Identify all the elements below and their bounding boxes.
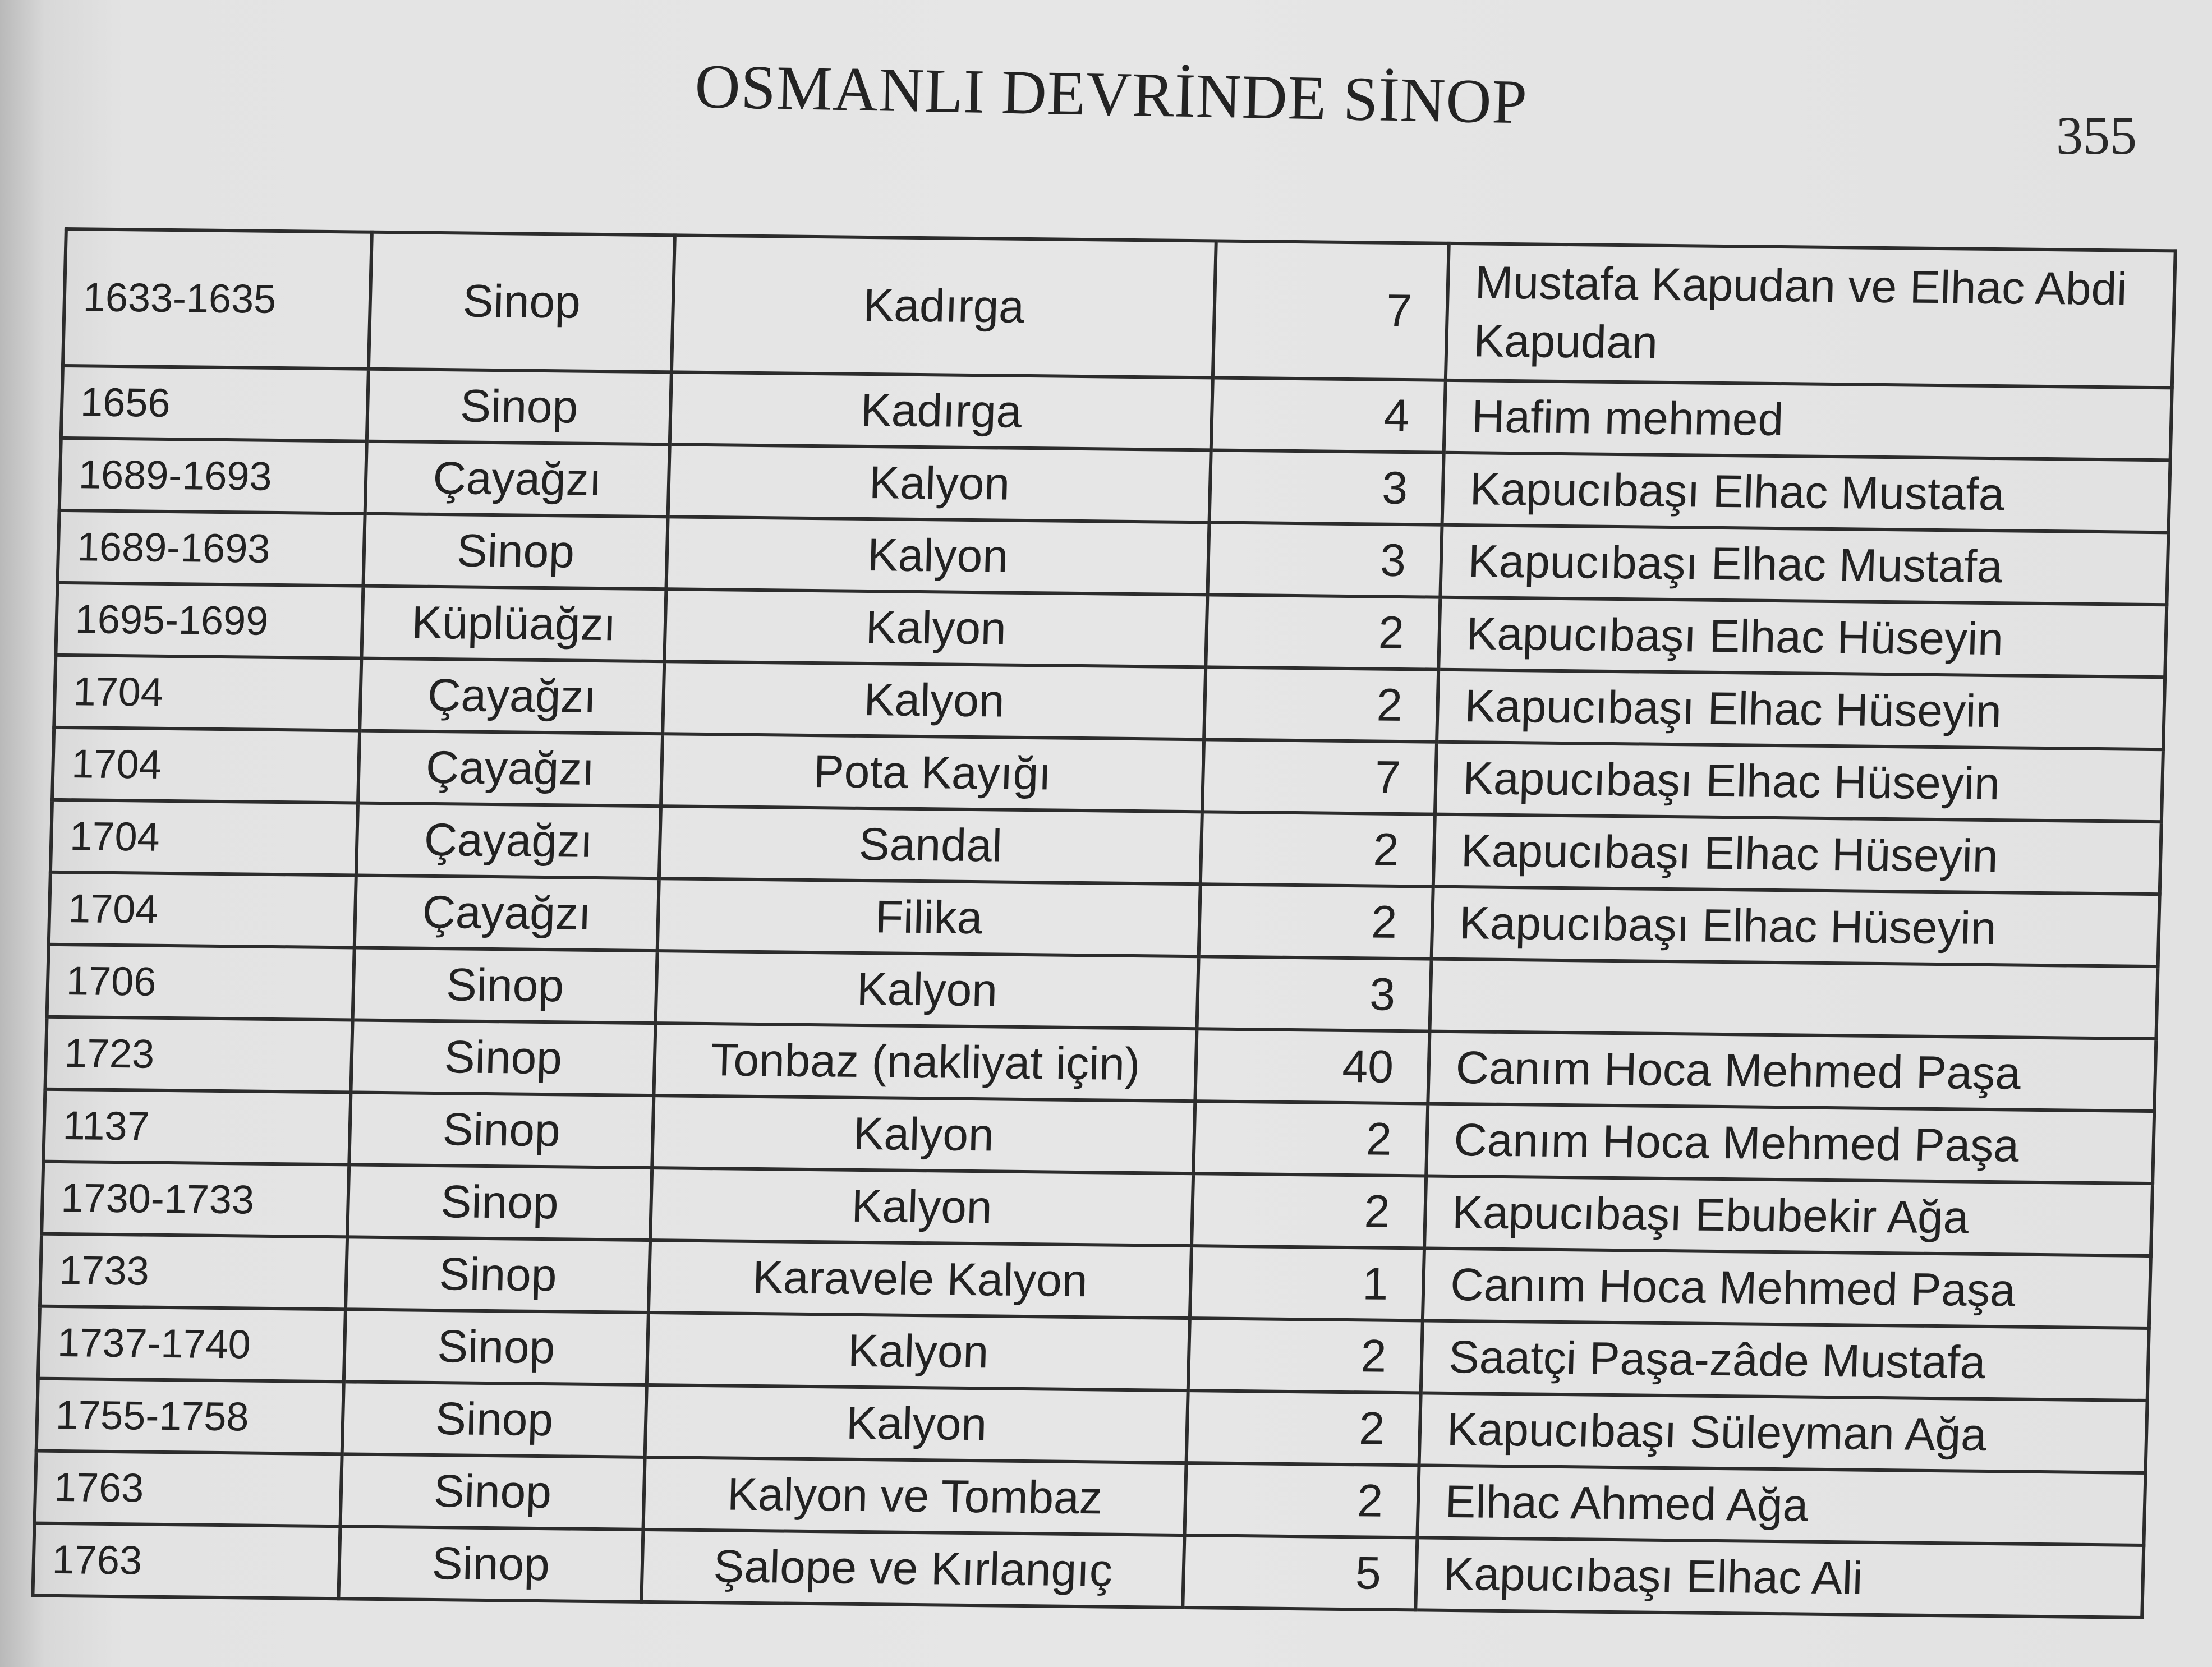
place-cell: Sinop: [347, 1164, 652, 1240]
count-cell: 2: [1193, 1101, 1428, 1176]
place-cell: Sinop: [346, 1237, 650, 1313]
commissioner-cell: Canım Hoca Mehmed Paşa: [1423, 1248, 2151, 1328]
year-cell: 1704: [54, 655, 361, 731]
count-cell: 2: [1199, 884, 1433, 959]
count-cell: 2: [1184, 1463, 1419, 1537]
commissioner-cell: Kapucıbaşı Elhac Hüseyin: [1437, 670, 2165, 750]
count-cell: 2: [1204, 667, 1438, 742]
commissioner-cell: Kapucıbaşı Elhac Hüseyin: [1433, 814, 2162, 895]
count-cell: 7: [1213, 241, 1449, 380]
place-cell: Çayağzı: [360, 658, 664, 734]
commissioner-cell: Canım Hoca Mehmed Paşa: [1426, 1104, 2154, 1184]
ship-type-cell: Kadırga: [672, 235, 1216, 377]
place-cell: Sinop: [351, 1020, 655, 1095]
count-cell: 5: [1183, 1535, 1417, 1610]
year-cell: 1723: [45, 1017, 352, 1093]
ship-type-cell: Kalyon: [645, 1385, 1188, 1463]
page-number: 355: [2056, 105, 2137, 165]
commissioner-cell: Mustafa Kapudan ve Elhac Abdi Kapudan: [1446, 243, 2176, 388]
year-cell: 1706: [47, 945, 355, 1020]
year-cell: 1137: [43, 1089, 351, 1165]
year-cell: 1695-1699: [56, 583, 363, 658]
place-cell: Çayağzı: [358, 731, 663, 807]
place-cell: Küplüağzı: [361, 586, 666, 662]
ship-type-cell: Filika: [657, 878, 1201, 956]
count-cell: 2: [1201, 812, 1435, 886]
count-cell: 2: [1188, 1318, 1423, 1393]
ship-type-cell: Kalyon: [663, 661, 1206, 739]
ship-type-cell: Sandal: [659, 806, 1202, 884]
ship-type-cell: Kalyon: [666, 517, 1209, 595]
year-cell: 1704: [50, 800, 358, 876]
commissioner-cell: Elhac Ahmed Ağa: [1417, 1465, 2145, 1545]
count-cell: 2: [1192, 1173, 1426, 1248]
count-cell: 7: [1202, 739, 1437, 814]
year-cell: 1737-1740: [38, 1306, 346, 1382]
count-cell: 2: [1187, 1390, 1421, 1465]
count-cell: 1: [1190, 1246, 1424, 1320]
commissioner-cell: Kapucıbaşı Elhac Mustafa: [1442, 453, 2170, 533]
year-cell: 1755-1758: [36, 1379, 344, 1454]
year-cell: 1704: [52, 727, 360, 803]
count-cell: 3: [1210, 450, 1444, 524]
commissioner-cell: Kapucıbaşı Elhac Hüseyin: [1435, 742, 2163, 822]
year-cell: 1733: [40, 1234, 347, 1310]
place-cell: Sinop: [369, 232, 675, 372]
year-cell: 1689-1693: [59, 438, 367, 514]
year-cell: 1763: [35, 1451, 342, 1527]
year-cell: 1656: [61, 366, 369, 441]
place-cell: Sinop: [341, 1454, 645, 1530]
commissioner-cell: Kapucıbaşı Elhac Hüseyin: [1432, 887, 2160, 967]
commissioner-cell: Kapucıbaşı Süleyman Ağa: [1419, 1393, 2147, 1473]
ship-type-cell: Şalope ve Kırlangıç: [641, 1530, 1184, 1608]
ship-type-cell: Tonbaz (nakliyat için): [654, 1023, 1197, 1101]
ship-type-cell: Kalyon: [650, 1168, 1193, 1246]
ship-type-cell: Kalyon ve Tombaz: [643, 1457, 1186, 1535]
place-cell: Çayağzı: [355, 876, 659, 951]
ship-type-cell: Kalyon: [664, 589, 1207, 667]
place-cell: Sinop: [349, 1092, 654, 1168]
ship-type-cell: Kalyon: [652, 1095, 1195, 1173]
ship-type-cell: Kalyon: [656, 951, 1199, 1029]
place-cell: Sinop: [363, 514, 668, 590]
year-cell: 1763: [33, 1523, 340, 1599]
place-cell: Sinop: [342, 1382, 647, 1457]
ship-type-cell: Kalyon: [668, 444, 1211, 522]
year-cell: 1633-1635: [63, 229, 372, 369]
commissioner-cell: Saatçi Paşa-zâde Mustafa: [1421, 1320, 2149, 1401]
count-cell: 40: [1195, 1029, 1429, 1103]
commissioner-cell: [1429, 959, 2158, 1039]
ship-type-cell: Kalyon: [647, 1313, 1190, 1390]
count-cell: 3: [1207, 522, 1442, 597]
place-cell: Sinop: [344, 1309, 649, 1385]
count-cell: 2: [1206, 595, 1440, 669]
running-head: OSMANLI DEVRİNDE SİNOP: [694, 51, 1528, 137]
place-cell: Sinop: [353, 947, 657, 1023]
commissioner-cell: Hafim mehmed: [1444, 380, 2172, 461]
year-cell: 1704: [49, 872, 356, 948]
place-cell: Sinop: [367, 369, 672, 445]
shipbuilding-table-wrapper: [31, 227, 2173, 1619]
place-cell: Çayağzı: [356, 803, 661, 879]
commissioner-cell: Kapucıbaşı Ebubekir Ağa: [1424, 1176, 2153, 1256]
table-row: [63, 229, 2176, 388]
year-cell: 1689-1693: [58, 510, 365, 586]
year-cell: 1730-1733: [42, 1162, 349, 1237]
ship-type-cell: Kadırga: [670, 372, 1213, 450]
commissioner-cell: Kapucıbaşı Elhac Ali: [1415, 1537, 2144, 1618]
count-cell: 3: [1197, 956, 1431, 1031]
count-cell: 4: [1211, 377, 1446, 452]
place-cell: Çayağzı: [365, 441, 670, 517]
place-cell: Sinop: [338, 1526, 643, 1602]
commissioner-cell: Canım Hoca Mehmed Paşa: [1428, 1031, 2156, 1112]
ship-type-cell: Pota Kayığı: [661, 734, 1204, 812]
commissioner-cell: Kapucıbaşı Elhac Hüseyin: [1438, 597, 2167, 678]
commissioner-cell: Kapucıbaşı Elhac Mustafa: [1440, 525, 2168, 605]
shipbuilding-table: [31, 227, 2177, 1619]
ship-type-cell: Karavele Kalyon: [649, 1240, 1192, 1318]
